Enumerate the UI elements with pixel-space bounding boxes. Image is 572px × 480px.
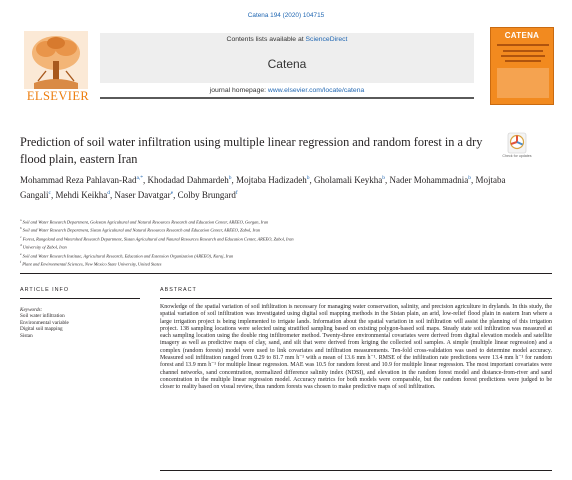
affiliation-item — [20, 225, 550, 233]
affiliation-text: Forest, Rangeland and Watershed Research Department, Sistan Agricultural and Natural Resources Research and Education Center, AREEO, Zabol, Iran — [21, 236, 294, 242]
affiliation-text: Plant and Environmental Sciences, New Mexico State University, United States — [21, 261, 162, 267]
contents-prefix: Contents lists available at — [226, 36, 306, 43]
article-title: Prediction of soil water infiltration using multiple linear regression and random forest in a dry flood plain, eastern Iran — [20, 135, 483, 166]
journal-title: Catena — [100, 47, 474, 83]
abstract-column — [160, 287, 552, 392]
affiliation-marker[interactable]: c — [48, 189, 51, 196]
author-name[interactable]: Mojtaba Hadizadeh — [236, 175, 307, 185]
keyword-item: Sistan — [20, 332, 33, 339]
journal-homepage-link[interactable]: www.elsevier.com/locate/catena — [267, 87, 365, 94]
affiliation-list — [20, 217, 550, 268]
affiliation-key: a — [20, 218, 22, 222]
affiliation-marker[interactable]: b — [228, 175, 232, 181]
author-name[interactable]: Mohammad Reza Pahlavan-Rad — [20, 175, 137, 185]
elsevier-tree-icon — [24, 31, 88, 89]
cover-text-line — [505, 60, 541, 62]
cover-text-line — [501, 55, 545, 57]
abstract-heading: ABSTRACT — [160, 287, 197, 293]
journal-header — [16, 27, 556, 105]
journal-reference-link[interactable]: Catena 194 (2020) 104715 — [247, 12, 325, 19]
masthead — [100, 33, 474, 99]
keyword-item: Digital soil mapping — [20, 326, 63, 333]
affiliation-key: b — [20, 226, 22, 231]
homepage-line — [100, 83, 474, 99]
crossmark-label: Check for updates — [502, 154, 532, 158]
cover-divider — [497, 44, 549, 46]
keywords-list — [20, 313, 140, 339]
keyword-item: Environmental variable — [20, 319, 69, 326]
cover-text-line — [503, 50, 543, 52]
affiliation-marker[interactable]: d — [107, 189, 110, 196]
author-separator: , — [173, 189, 178, 200]
contents-line — [100, 33, 474, 47]
author-name[interactable]: Mojtaba Gangali — [20, 175, 506, 200]
affiliation-text: University of Zabol, Iran — [21, 244, 67, 250]
article-info-heading: ARTICLE INFO — [20, 287, 70, 293]
cover-title: CATENA — [504, 31, 540, 40]
author-separator: , — [50, 189, 56, 200]
article-info-column — [20, 287, 140, 339]
affiliation-text: Soil and Water Research Department, Golestan Agricultural and Natural Resources Research and Education Center, AREEO, Gorgan, Iran — [21, 219, 269, 225]
cover-image — [497, 68, 549, 98]
author-separator: , — [470, 175, 476, 185]
journal-cover-thumbnail[interactable] — [490, 27, 554, 105]
affiliation-marker[interactable]: b — [306, 175, 310, 181]
author-name[interactable]: Nader Mohammadnia — [389, 175, 469, 185]
author-separator: , — [309, 175, 315, 185]
elsevier-wordmark: ELSEVIER — [26, 89, 90, 103]
crossmark-icon — [504, 132, 530, 154]
affiliation-item — [20, 242, 550, 250]
affiliation-text: Soil and Water Research Institute, Agricultural Research, Education and Extension Organization (AREEO), Karaj, Iran — [21, 253, 234, 259]
affiliation-marker[interactable]: f — [235, 189, 238, 196]
affiliation-marker[interactable]: b — [382, 175, 385, 181]
crossmark-badge[interactable] — [504, 132, 530, 166]
article-info-rule — [20, 298, 140, 299]
sciencedirect-link[interactable]: ScienceDirect — [305, 36, 348, 43]
affiliation-marker[interactable]: e — [170, 189, 174, 196]
author-separator: , — [143, 175, 148, 185]
keywords-heading: Keywords: — [20, 307, 43, 313]
affiliation-item — [20, 251, 550, 259]
author-separator: , — [109, 189, 115, 200]
section-divider — [20, 273, 552, 274]
affiliation-key: c — [20, 234, 22, 239]
affiliation-key: e — [20, 251, 22, 256]
affiliation-item — [20, 234, 550, 242]
author-name[interactable]: Colby Brungard — [177, 189, 236, 200]
keyword-item: Soil water infiltration — [20, 313, 65, 319]
affiliation-marker[interactable]: b — [468, 175, 471, 181]
affiliation-item — [20, 217, 550, 225]
abstract-rule — [160, 298, 552, 299]
author-name[interactable]: Naser Davatgar — [114, 189, 171, 200]
affiliation-text: Soil and Water Research Department, Sistan Agricultural and Natural Resources Research and Education Center, AREEO, Zabol, Iran — [21, 227, 261, 233]
affiliation-item — [20, 259, 550, 267]
author-name[interactable]: Khodadad Dahmardeh — [147, 175, 229, 185]
author-list — [20, 172, 540, 201]
author-separator: , — [231, 175, 237, 185]
abstract-end-rule — [160, 470, 552, 471]
affiliation-marker[interactable]: a,* — [136, 175, 144, 181]
affiliation-key: d — [20, 243, 22, 248]
author-separator: , — [385, 175, 390, 185]
affiliation-key: f — [20, 260, 22, 265]
abstract-text: Knowledge of the spatial variation of soil infiltration is necessary for managing water conservation, salinity, and precision agriculture in drylands. In this study, the spatial variation of soil infiltration was investigated using digital soil mapping methods in the Sistan plain, an arid, low-relief flood plain in eastern Iran where a large irrigation project is being implemented to irrigate lands. Information about the spatial variation in soil infiltration will assist the planning of this irrigation project. 138 sampling locations were selected using stratified sampling based on existing polygon-based soil maps. Steady state soil infiltration was measured at each sampling location using the double ring infiltrometer method. Twenty-three environmental covariates were derived from digital elevation models and satellite imagery as well as predictive maps of clay, sand, and silt that were derived from kriging the collected soil samples. A simple (multiple linear regression) and a complex (random forests) model were used to link covariates and infiltration measurements. Ten-fold cross-validation was used to determine model accuracy. Measured soil infiltration ranged from 0.29 to 81.7 mm h⁻¹ with a mean of 13.6 mm h⁻¹. RMSE of the infiltration rate predictions were 13.4 mm h⁻¹ for random forest and 13.9 mm h⁻¹ for multiple linear regression. MAE was 10.5 for random forest and 10.9 for multiple linear regression. The most important covariates were channel networks, sand concentration, normalized difference salinity index (NDSI), and elevation in the random forest model and distance-from-river and sand concentration in the multiple linear regression model. Accuracy metrics for both models were comparable, but the random forest predictions were judged to be closer to reality based on visual review, thus random forests was chosen to make predictive maps of soil infiltration. — [160, 304, 552, 391]
author-name[interactable]: Mehdi Keikha — [55, 189, 108, 200]
elsevier-logo[interactable] — [16, 27, 98, 105]
homepage-prefix: journal homepage: — [209, 87, 268, 94]
author-name[interactable]: Gholamali Keykha — [314, 175, 383, 185]
